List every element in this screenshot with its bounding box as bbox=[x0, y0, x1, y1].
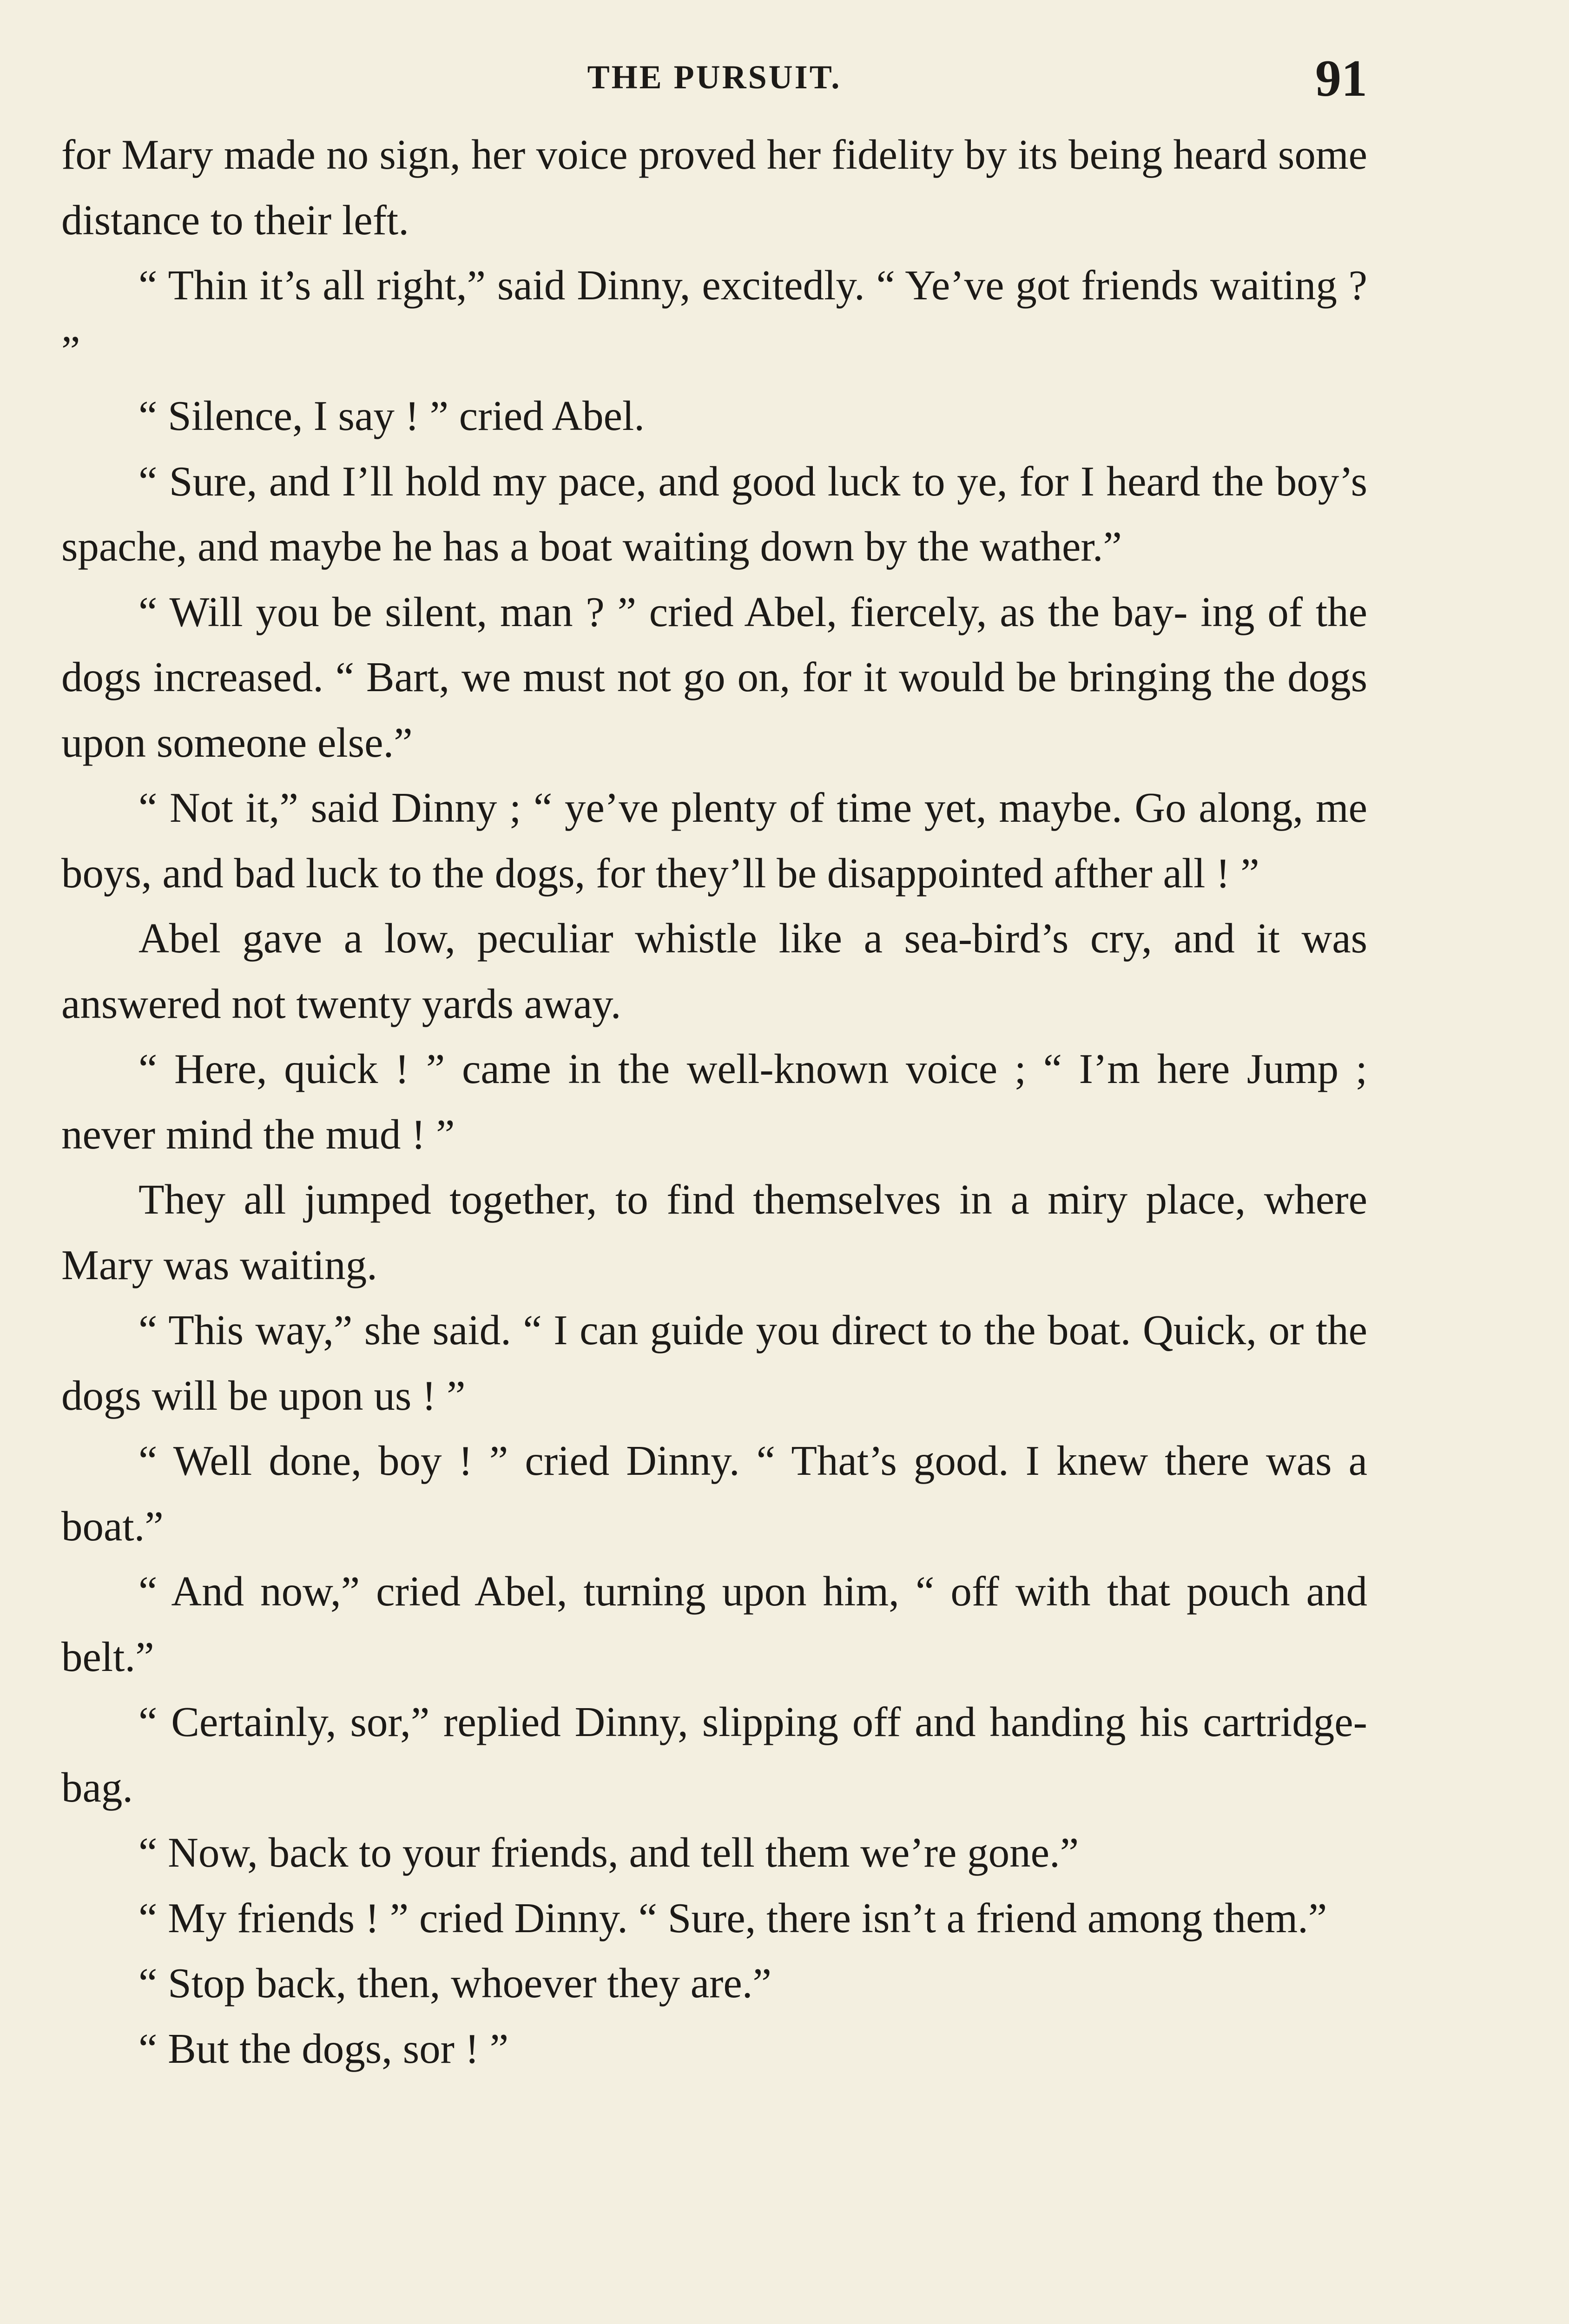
paragraph: “ Sure, and I’ll hold my pace, and good luck to ye, for I heard the boy’s spache, and maybe he has a boat waiting down by the wather.” bbox=[61, 457, 1367, 570]
running-head bbox=[61, 49, 1367, 119]
paragraph: “ Thin it’s all right,” said Dinny, excitedly. “ Ye’ve got friends waiting ? ” bbox=[61, 262, 1367, 374]
paragraph: “ My friends ! ” cried Dinny. “ Sure, there isn’t a friend among them.” bbox=[138, 1894, 1327, 1941]
paragraph-continued: for Mary made no sign, her voice proved her fidelity by its being heard some distance to their left. bbox=[61, 131, 1367, 244]
paragraph: “ Silence, I say ! ” cried Abel. bbox=[138, 392, 645, 439]
running-title: THE PURSUIT. bbox=[587, 59, 842, 96]
paragraph: “ Here, quick ! ” came in the well-known voice ; “ I’m here Jump ; never mind the mud ! ” bbox=[61, 1045, 1367, 1158]
paragraph: “ Well done, boy ! ” cried Dinny. “ That’s good. I knew there was a boat.” bbox=[61, 1437, 1367, 1550]
paragraph: “ And now,” cried Abel, turning upon him, “ off with that pouch and belt.” bbox=[61, 1568, 1367, 1680]
paragraph: “ Now, back to your friends, and tell them we’re gone.” bbox=[138, 1829, 1079, 1876]
paragraph: “ Will you be silent, man ? ” cried Abel, fiercely, as the bay- ing of the dogs increased. “ Bart, we must not go on, for it would be bringing the dogs upon someone else.” bbox=[61, 588, 1367, 766]
paragraph: “ Not it,” said Dinny ; “ ye’ve plenty of time yet, maybe. Go along, me boys, and bad luck to the dogs, for they’ll be disappointed afther all ! ” bbox=[61, 784, 1367, 897]
body-text bbox=[61, 122, 1367, 2081]
paragraph: “ Stop back, then, whoever they are.” bbox=[138, 1960, 771, 2007]
page-number: 91 bbox=[1315, 50, 1367, 107]
paragraph: They all jumped together, to find themselves in a miry place, where Mary was waiting. bbox=[61, 1176, 1367, 1288]
book-page bbox=[61, 49, 1367, 2081]
paragraph: “ Certainly, sor,” replied Dinny, slipping off and handing his cartridge-bag. bbox=[61, 1698, 1367, 1811]
paragraph: Abel gave a low, peculiar whistle like a sea-bird’s cry, and it was answered not twenty yards away. bbox=[61, 915, 1367, 1027]
paragraph: “ But the dogs, sor ! ” bbox=[138, 2025, 509, 2072]
paragraph: “ This way,” she said. “ I can guide you direct to the boat. Quick, or the dogs will be upon us ! ” bbox=[61, 1307, 1367, 1419]
